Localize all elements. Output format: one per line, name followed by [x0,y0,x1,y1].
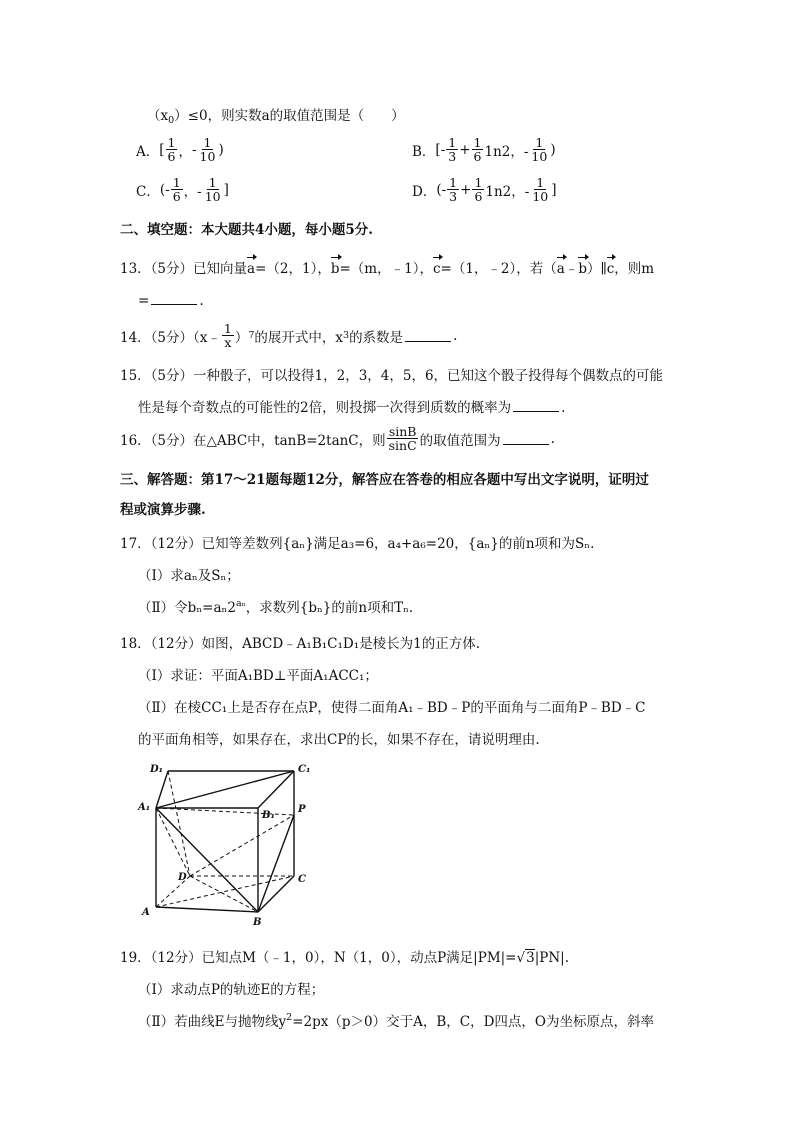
question-13: 13．（5分）已知向量a=（2，1），b=（m，﹣1），c=（1，﹣2），若（a﹣b）∥c，则m [120,261,655,277]
question-15-line-1: 15．（5分）一种骰子，可以投得1，2，3，4，5，6，已知这个骰子投得每个偶数点的可能 [120,368,664,384]
q12-stem-tail: $(x_0)\le 0$，则实数a的取值范围是（ ） [147,108,405,126]
edge-a1-d1 [156,771,168,808]
section-solution-heading-line-2: 程或演算步骤. [120,502,206,518]
section-solution-heading-line-1: 三、解答题：第17～21题每题12分，解答应在答卷的相应各题中写出文字说明，证明过 [120,472,649,488]
question-17: 17．（12分）已知等差数列{aₙ}满足a₃=6，a₄+a₆=20，{aₙ}的前n项和为Sₙ. [120,536,595,552]
question-13-answer-line: = . [138,293,204,309]
answer-blank-16[interactable] [503,432,549,445]
label-b1: B₁ [262,810,275,821]
question-17-part-1: （Ⅰ）求aₙ及Sₙ； [138,568,240,584]
edge-b-c [258,876,294,912]
answer-blank-13[interactable] [151,292,197,305]
question-19-part-1: （Ⅰ）求动点P的轨迹E的方程； [138,982,325,998]
question-15-line-2: 性是每个奇数点的可能性的2倍，则投掷一次得到质数的概率为 . [138,400,566,416]
question-18: 18．（12分）如图，ABCD﹣A₁B₁C₁D₁是棱长为1的正方体. [120,636,481,652]
answer-blank-14[interactable] [405,329,451,342]
hidden-a1-d [156,808,190,876]
hidden-d-b [190,876,258,912]
label-p: P [298,804,306,815]
question-14: 14．（5分）（x﹣ $\frac{1}{x}$ ） 7 的展开式中，x 3 的系数是 . [120,321,458,351]
line-p-b [258,815,294,912]
label-c1: C₁ [298,764,311,775]
option-c[interactable]: C． (- $\frac{1}{6}$ ，- $\frac{1}{10}$ ] [136,175,229,205]
diag-a1-b [156,808,258,912]
label-a1: A₁ [138,802,151,813]
question-16: 16．（5分）在△ABC中，tanB=2tanC，则 $\frac{\sin B}{\sin C}$ 的取值范围为 . [120,424,555,454]
question-19-part-2: （Ⅱ）若曲线E与抛物线$y^2=2px(p>0)$交于A，B，C，D四点，O为坐标原点，斜率 [138,1012,654,1030]
hidden-d-p [190,815,294,876]
hidden-a-c [156,876,294,907]
question-17-part-2: （Ⅱ）令$b_n=a_n2^{a_n}$，求数列{bₙ}的前n项和Tₙ. [138,598,414,616]
answer-blank-15[interactable] [513,399,559,412]
label-d: D [178,872,187,883]
label-b: B [253,917,262,928]
question-18-part-2-line-1: （Ⅱ）在棱CC₁上是否存在点P，使得二面角A₁﹣BD﹣P的平面角与二面角P﹣BD﹣C [138,700,646,716]
label-d1: D₁ [150,764,164,775]
option-a[interactable]: A． [ $\frac{1}{6}$ ， - $\frac{1}{10}$ ) [136,135,224,165]
label-a: A [142,907,150,918]
question-18-part-2-line-2: 的平面角相等，如果存在，求出CP的长，如果不存在，请说明理由. [138,732,540,748]
label-c: C [298,874,306,885]
option-b[interactable]: B． [- $\frac{1}{3}$ + $\frac{1}{6}$ 1n2，- $\frac{1}{10}$ ) [412,135,556,165]
edge-a-b [156,907,258,912]
diag-a1-c1 [156,771,294,808]
option-d[interactable]: D． (- $\frac{1}{3}$ + $\frac{1}{6}$ 1n2，- $\frac{1}{10}$ ] [412,175,557,205]
cube-figure [136,760,326,930]
question-19: 19．（12分）已知点M（﹣1，0），N（1，0），动点P满足|PM|=√3|PN|. [120,950,569,966]
section-fill-in-heading: 二、填空题：本大题共4小题，每小题5分. [120,222,373,238]
question-18-part-1: （Ⅰ）求证：平面A₁BD⊥平面A₁ACC₁； [138,668,378,684]
